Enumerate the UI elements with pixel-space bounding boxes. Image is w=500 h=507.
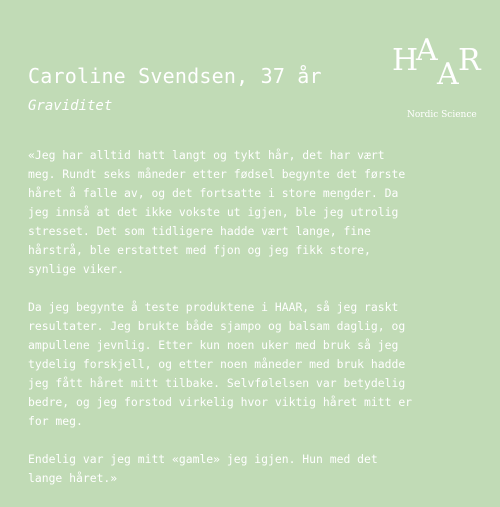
customer-name: Caroline Svendsen, 37 år xyxy=(28,64,322,88)
haar-logo xyxy=(392,33,488,92)
testimonial-topic: Graviditet xyxy=(28,98,113,114)
logo-letter: A xyxy=(437,57,459,92)
brand-subtitle: Nordic Science xyxy=(407,110,477,120)
testimonial-paragraph: Endelig var jeg mitt «gamle» jeg igjen. Hun med det lange håret.» xyxy=(28,452,378,485)
testimonial-paragraph: «Jeg har alltid hatt langt og tykt hår, det har vært meg. Rundt seks måneder etter fødsel begynte det første håret å falle av, og det fortsatte i store mengder. Da jeg innså at det ikke vokste ut igjen, ble jeg utrolig stresset. Det som tidligere hadde vært lange, fine hårstrå, ble erstattet med fjon og jeg fikk store, synlige viker. xyxy=(28,148,406,276)
logo-letter: A xyxy=(416,33,438,68)
logo-letter: H xyxy=(392,43,419,78)
testimonial-body xyxy=(28,146,488,507)
testimonial-paragraph: Da jeg begynte å teste produktene i HAAR, så jeg raskt resultater. Jeg brukte både sjampo og balsam daglig, og ampullene jevnlig. Etter kun noen uker med bruk så jeg tydelig forskjell, og etter noen måneder med bruk hadde jeg fått håret mitt tilbake. Selvfølelsen var betydelig bedre, og jeg forstod virkelig hvor viktig håret mitt er for meg. xyxy=(28,300,413,428)
logo-letter: R xyxy=(458,43,481,78)
